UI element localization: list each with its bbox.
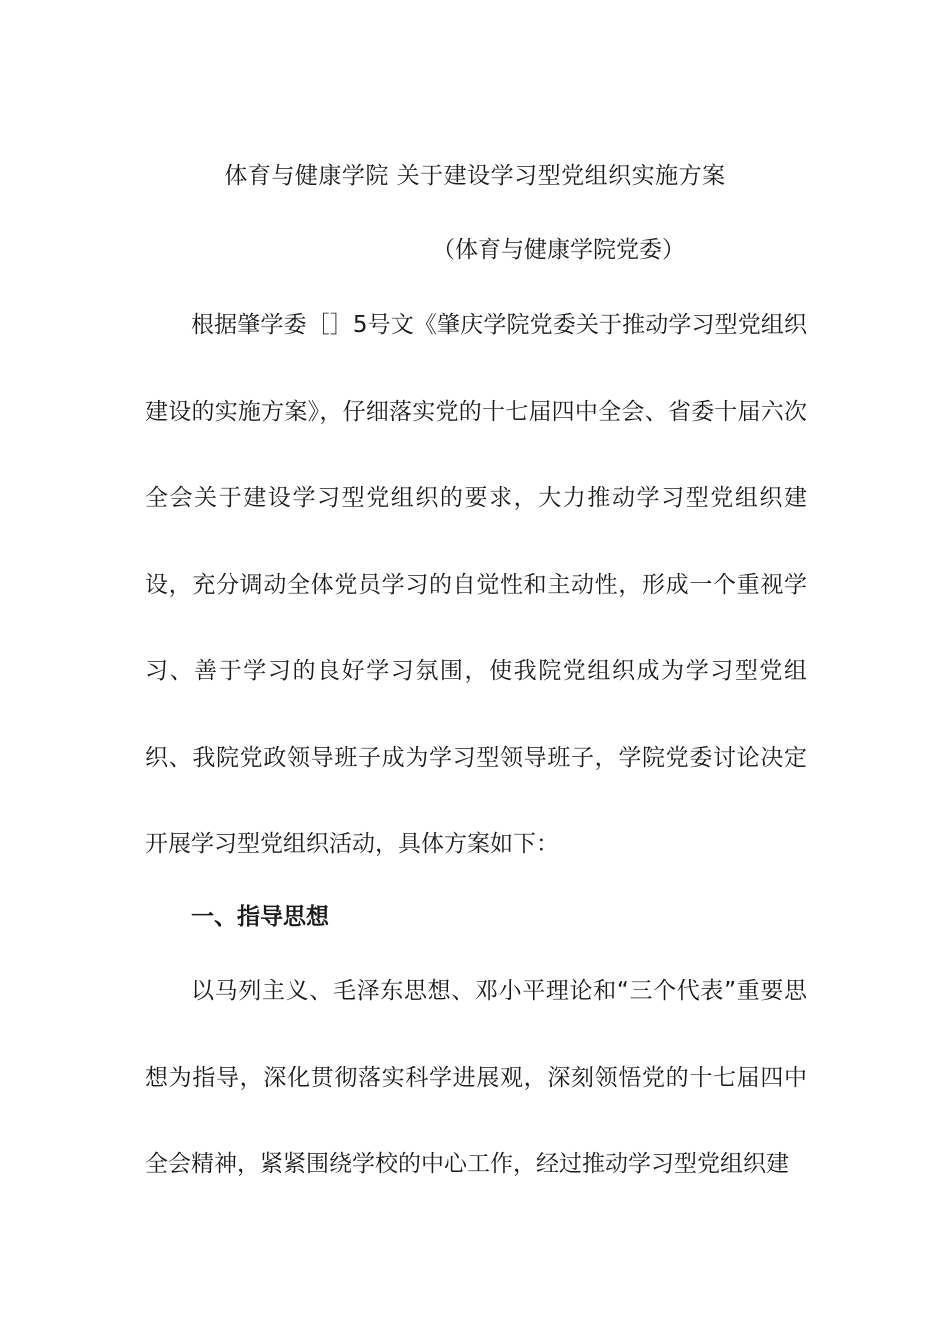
body-paragraph-intro: 根据肇学委［］5号文《肇庆学院党委关于推动学习型党组织建设的实施方案》，仔细落实党的十七届四中全会、省委十届六次全会关于建设学习型党组织的要求，大力推动学习型党组织建设，充分调动全体党员学习的自觉性和主动性，形成一个重视学习、善于学习的良好学习氛围，使我院党组织成为学习型党组织、我院党政领导班子成为学习型领导班子，学院党委讨论决定开展学习型党组织活动，具体方案如下：: [145, 312, 807, 857]
section-heading-guiding-ideology: 一、指导思想: [191, 904, 329, 930]
body-paragraph-guiding-ideology: 以马列主义、毛泽东思想、邓小平理论和“三个代表”重要思想为指导，深化贯彻落实科学进展观，深刻领悟党的十七届四中全会精神，紧紧围绕学校的中心工作，经过推动学习型党组织建: [145, 978, 807, 1177]
document-subtitle: （体育与健康学院党委）: [432, 237, 685, 263]
document-title: 体育与健康学院 关于建设学习型党组织实施方案: [224, 163, 726, 189]
